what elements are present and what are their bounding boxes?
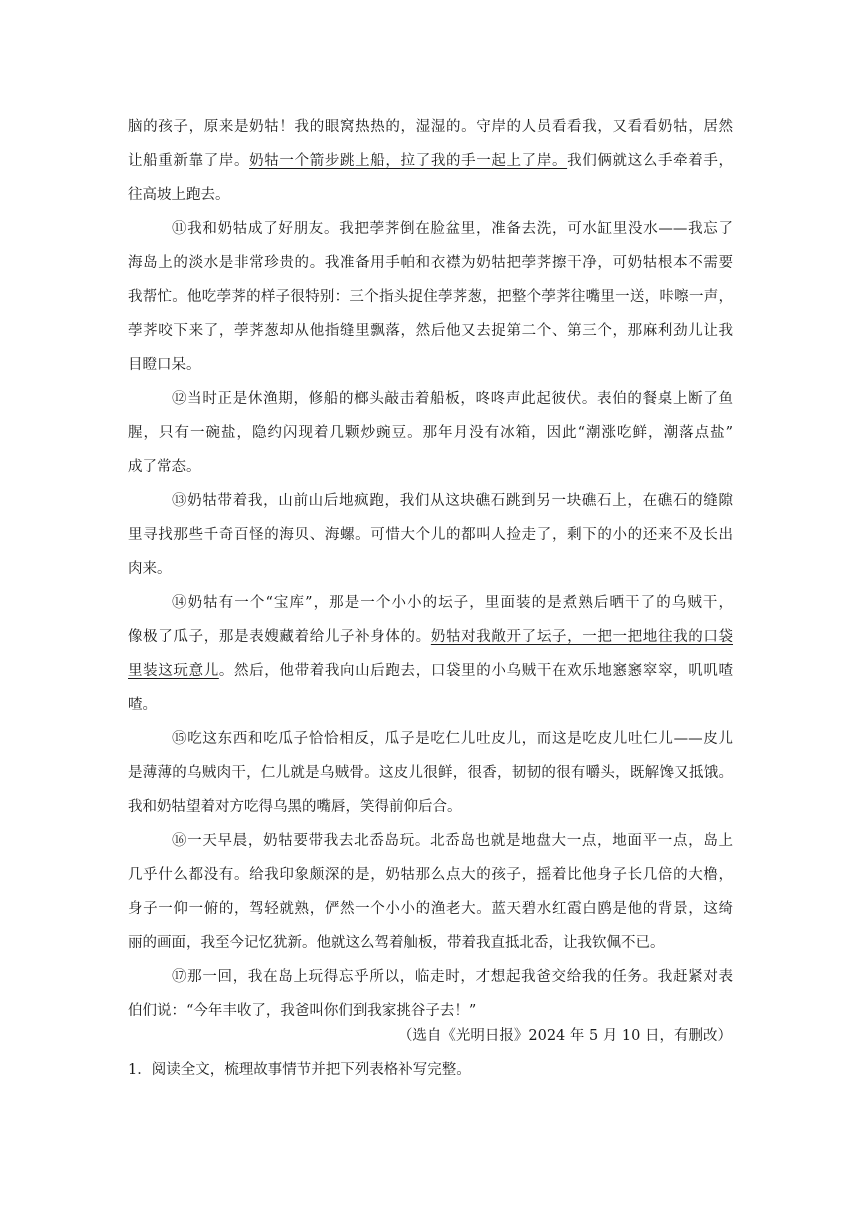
article-body <box>128 110 733 1028</box>
paragraph-14-line-2: 像极了瓜子，那是表嫂藏着给儿子补身体的。奶牯对我敞开了坛子，一把一把地往我的口袋 <box>128 629 733 645</box>
paragraph-13-line-1: ⑬奶牯带着我，山前山后地疯跑，我们从这块礁石跳到另一块礁石上，在礁石的缝隙 <box>172 493 733 509</box>
paragraph-12-line-3: 成了常态。 <box>128 459 201 475</box>
paragraph-10-line-3: 往高坡上跑去。 <box>128 187 230 203</box>
underlined-sentence: 奶牯一个箭步跳上船，拉了我的手一起上了岸。 <box>249 153 568 169</box>
paragraph-10-line-1: 脑的孩子，原来是奶牯！我的眼窝热热的，湿湿的。守岸的人员看看我，又看看奶牯，居然 <box>128 119 733 135</box>
paragraph-10-line-2: 让船重新靠了岸。奶牯一个箭步跳上船，拉了我的手一起上了岸。我们俩就这么手牵着手， <box>128 153 733 169</box>
paragraph-17-line-1: ⑰那一回，我在岛上玩得忘乎所以，临走时，才想起我爸交给我的任务。我赶紧对表 <box>172 969 733 985</box>
paragraph-14-line-4: 喳。 <box>128 697 157 713</box>
paragraph-16-line-2: 几乎什么都没有。给我印象颇深的是，奶牯那么点大的孩子，摇着比他身子长几倍的大橹， <box>128 867 733 883</box>
paragraph-16-line-4: 丽的画面，我至今记忆犹新。他就这么驾着舢板，带着我直抵北岙，让我钦佩不已。 <box>128 935 665 951</box>
paragraph-16-line-1: ⑯一天早晨，奶牯要带我去北岙岛玩。北岙岛也就是地盘大一点，地面平一点，岛上 <box>172 833 733 849</box>
underlined-sentence: 奶牯对我敞开了坛子，一把一把地往我的口袋 <box>430 629 733 645</box>
paragraph-13-line-2: 里寻找那些千奇百怪的海贝、海螺。可惜大个儿的都叫人捡走了，剩下的小的还来不及长出 <box>128 527 733 543</box>
question-1: 1．阅读全文，梳理故事情节并把下列表格补写完整。 <box>128 1062 471 1078</box>
paragraph-16-line-3: 身子一仰一俯的，驾轻就熟，俨然一个小小的渔老大。蓝天碧水红霞白鸥是他的背景，这绮 <box>128 901 733 917</box>
paragraph-15-line-3: 我和奶牯望着对方吃得乌黑的嘴唇，笑得前仰后合。 <box>128 799 462 815</box>
paragraph-17-line-2: 伯们说：“今年丰收了，我爸叫你们到我家挑谷子去！” <box>128 1003 477 1019</box>
paragraph-11-line-4: 荸荠咬下来了，荸荠葱却从他指缝里飘落，然后他又去捉第二个、第三个，那麻利劲儿让我 <box>128 323 733 339</box>
paragraph-11-line-1: ⑪我和奶牯成了好朋友。我把荸荠倒在脸盆里，准备去洗，可水缸里没水——我忘了 <box>172 221 733 237</box>
paragraph-13-line-3: 肉来。 <box>128 561 172 577</box>
paragraph-14-line-1: ⑭奶牯有一个“宝库”，那是一个小小的坛子，里面装的是煮熟后晒干了的乌贼干， <box>172 595 733 611</box>
paragraph-12-line-2: 腥，只有一碗盐，隐约闪现着几颗炒豌豆。那年月没有冰箱，因此“潮涨吃鲜，潮落点盐” <box>128 425 733 441</box>
paragraph-15-line-2: 是薄薄的乌贼肉干，仁儿就是乌贼骨。这皮儿很鲜，很香，韧韧的很有嚼头，既解馋又抵饿。 <box>128 765 733 781</box>
paragraph-12-line-1: ⑫当时正是休渔期，修船的榔头敲击着船板，咚咚声此起彼伏。表伯的餐桌上断了鱼 <box>172 391 733 407</box>
paragraph-15-line-1: ⑮吃这东西和吃瓜子恰恰相反，瓜子是吃仁儿吐皮儿，而这是吃皮儿吐仁儿——皮儿 <box>172 731 733 747</box>
paragraph-11-line-5: 目瞪口呆。 <box>128 357 201 373</box>
source-citation: （选自《光明日报》2024 年 5 月 10 日，有删改） <box>397 1028 732 1044</box>
paragraph-11-line-3: 我帮忙。他吃荸荠的样子很特别：三个指头捉住荸荠葱，把整个荸荠往嘴里一送，咔嚓一声， <box>128 289 733 305</box>
paragraph-11-line-2: 海岛上的淡水是非常珍贵的。我准备用手帕和衣襟为奶牯把荸荠擦干净，可奶牯根本不需要 <box>128 255 733 271</box>
underlined-sentence-cont: 里装这玩意儿 <box>128 663 219 679</box>
paragraph-14-line-3: 里装这玩意儿。然后，他带着我向山后跑去，口袋里的小乌贼干在欢乐地窸窸窣窣，叽叽喳 <box>128 663 733 679</box>
